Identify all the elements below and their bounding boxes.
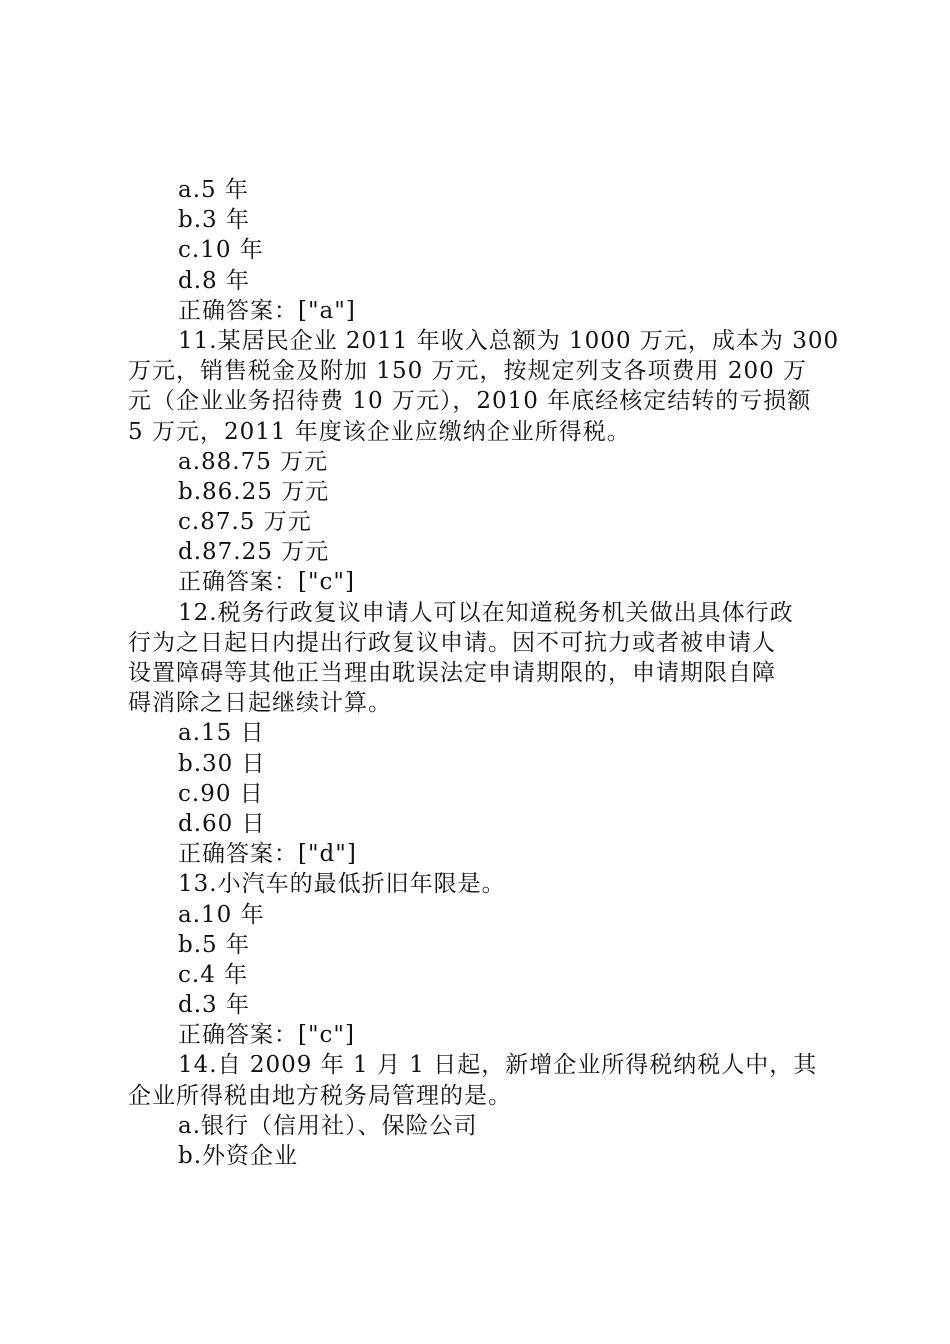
q14-option-a: a.银行（信用社）、保险公司 xyxy=(178,1112,478,1139)
q13-option-d: d.3 年 xyxy=(178,992,250,1019)
q11-text-line-4: 5 万元，2011 年度该企业应缴纳企业所得税。 xyxy=(128,418,631,445)
document-page xyxy=(128,175,840,1171)
q11-text-line-1: 11.某居民企业 2011 年收入总额为 1000 万元，成本为 300 xyxy=(178,327,840,354)
q10-option-b: b.3 年 xyxy=(178,207,250,234)
q13-answer: 正确答案：["c"] xyxy=(178,1022,355,1049)
q12-text-line-2: 行为之日起日内提出行政复议申请。因不可抗力或者被申请人 xyxy=(128,629,776,656)
q11-text-line-3: 元（企业业务招待费 10 万元），2010 年底经核定结转的亏损额 xyxy=(128,388,812,415)
q11-option-b: b.86.25 万元 xyxy=(178,478,330,505)
q12-option-b: b.30 日 xyxy=(178,750,266,777)
q14-option-b: b.外资企业 xyxy=(178,1143,299,1169)
q13-option-c: c.4 年 xyxy=(178,961,249,988)
q11-text-line-2: 万元，销售税金及附加 150 万元，按规定列支各项费用 200 万 xyxy=(128,358,808,385)
q12-option-a: a.15 日 xyxy=(178,720,265,747)
q11-option-d: d.87.25 万元 xyxy=(178,539,330,566)
q13-option-a: a.10 年 xyxy=(178,901,265,928)
q12-option-d: d.60 日 xyxy=(178,810,266,837)
q10-option-c: c.10 年 xyxy=(178,237,264,264)
q14-text-line-1: 14.自 2009 年 1 月 1 日起，新增企业所得税纳税人中，其 xyxy=(178,1052,818,1079)
q12-text-line-4: 碍消除之日起继续计算。 xyxy=(128,690,392,717)
q11-option-a: a.88.75 万元 xyxy=(178,448,329,475)
q13-text-line-1: 13.小汽车的最低折旧年限是。 xyxy=(178,871,506,898)
q12-answer: 正确答案：["d"] xyxy=(178,841,357,868)
q12-text-line-1: 12.税务行政复议申请人可以在知道税务机关做出具体行政 xyxy=(178,599,794,626)
q10-option-a: a.5 年 xyxy=(178,177,249,203)
q12-option-c: c.90 日 xyxy=(178,780,264,807)
q11-option-c: c.87.5 万元 xyxy=(178,509,312,536)
q11-answer: 正确答案：["c"] xyxy=(178,569,355,596)
q13-option-b: b.5 年 xyxy=(178,931,250,958)
q12-text-line-3: 设置障碍等其他正当理由耽误法定申请期限的，申请期限自障 xyxy=(128,660,776,686)
q14-text-line-2: 企业所得税由地方税务局管理的是。 xyxy=(128,1082,512,1109)
q10-answer: 正确答案：["a"] xyxy=(178,297,356,324)
q10-option-d: d.8 年 xyxy=(178,267,250,294)
